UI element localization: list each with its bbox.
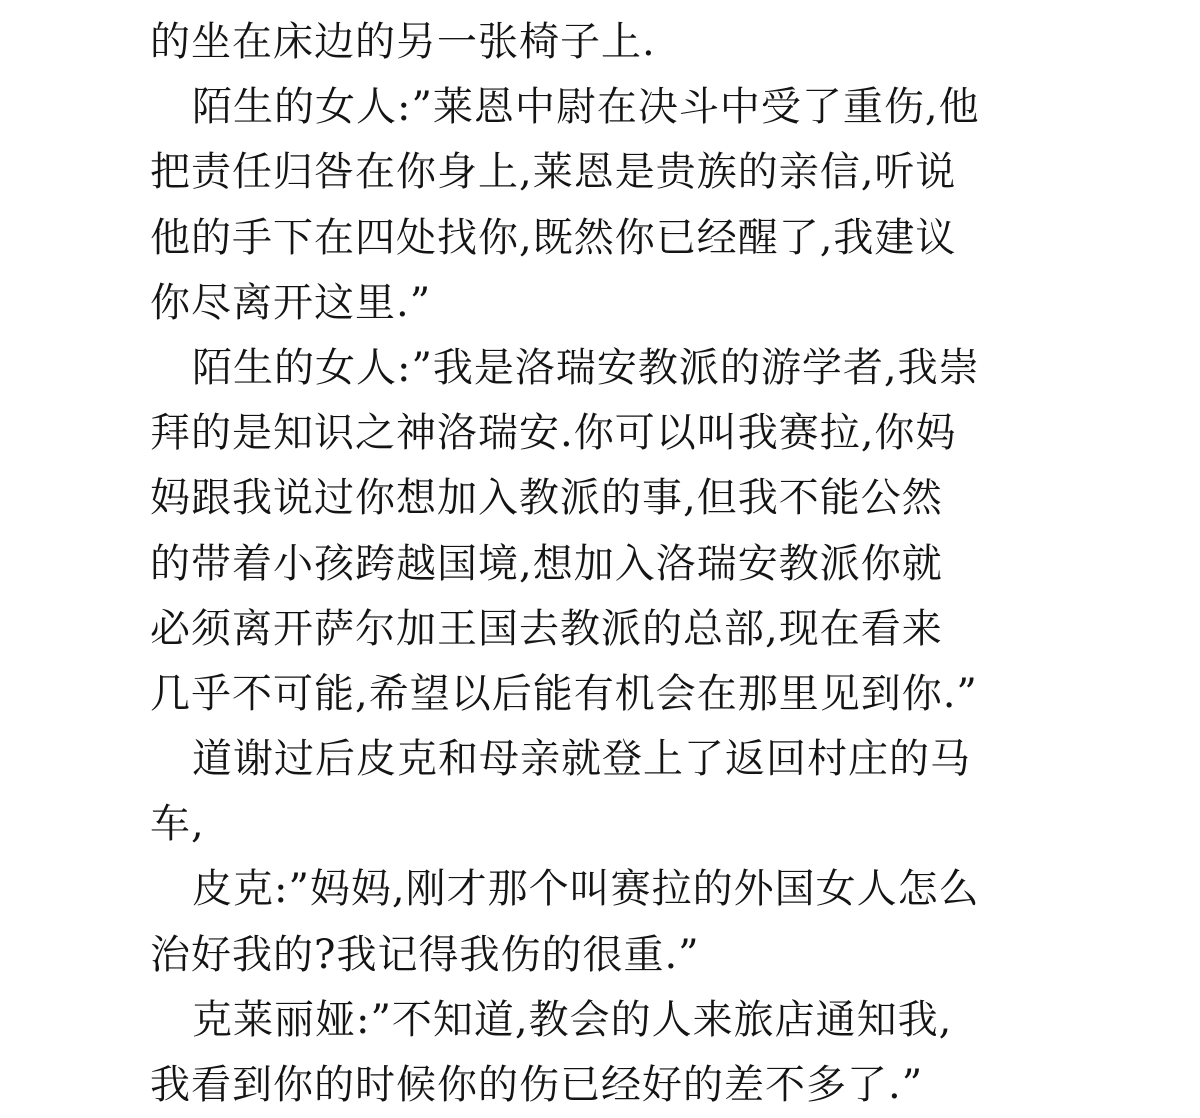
text-line: 陌生的女人:”我是洛瑞安教派的游学者,我崇 xyxy=(192,344,980,391)
text-line: 克莱丽娅:”不知道,教会的人来旅店通知我, xyxy=(192,996,953,1043)
text-line: 陌生的女人:”莱恩中尉在决斗中受了重伤,他 xyxy=(192,84,980,131)
text-line: 拜的是知识之神洛瑞安.你可以叫我赛拉,你妈 xyxy=(150,410,957,457)
text-line: 他的手下在四处找你,既然你已经醒了,我建议 xyxy=(150,214,957,261)
text-line: 治好我的?我记得我伤的很重.” xyxy=(150,931,700,978)
text-line: 几乎不可能,希望以后能有机会在那里见到你.” xyxy=(150,670,978,717)
body-text xyxy=(150,10,1030,1118)
text-line: 你尽离开这里.” xyxy=(150,279,432,326)
text-line: 必须离开萨尔加王国去教派的总部,现在看来 xyxy=(150,605,943,652)
text-line: 的带着小孩跨越国境,想加入洛瑞安教派你就 xyxy=(150,540,943,587)
text-line: 妈跟我说过你想加入教派的事,但我不能公然 xyxy=(150,475,943,522)
text-line: 我看到你的时候你的伤已经好的差不多了.” xyxy=(150,1062,924,1108)
text-line: 车, xyxy=(150,801,205,848)
text-line: 皮克:”妈妈,刚才那个叫赛拉的外国女人怎么 xyxy=(192,866,980,913)
text-line: 道谢过后皮克和母亲就登上了返回村庄的马 xyxy=(192,736,971,783)
text-line: 把责任归咎在你身上,莱恩是贵族的亲信,听说 xyxy=(150,149,957,196)
text-line: 的坐在床边的另一张椅子上. xyxy=(150,19,656,65)
